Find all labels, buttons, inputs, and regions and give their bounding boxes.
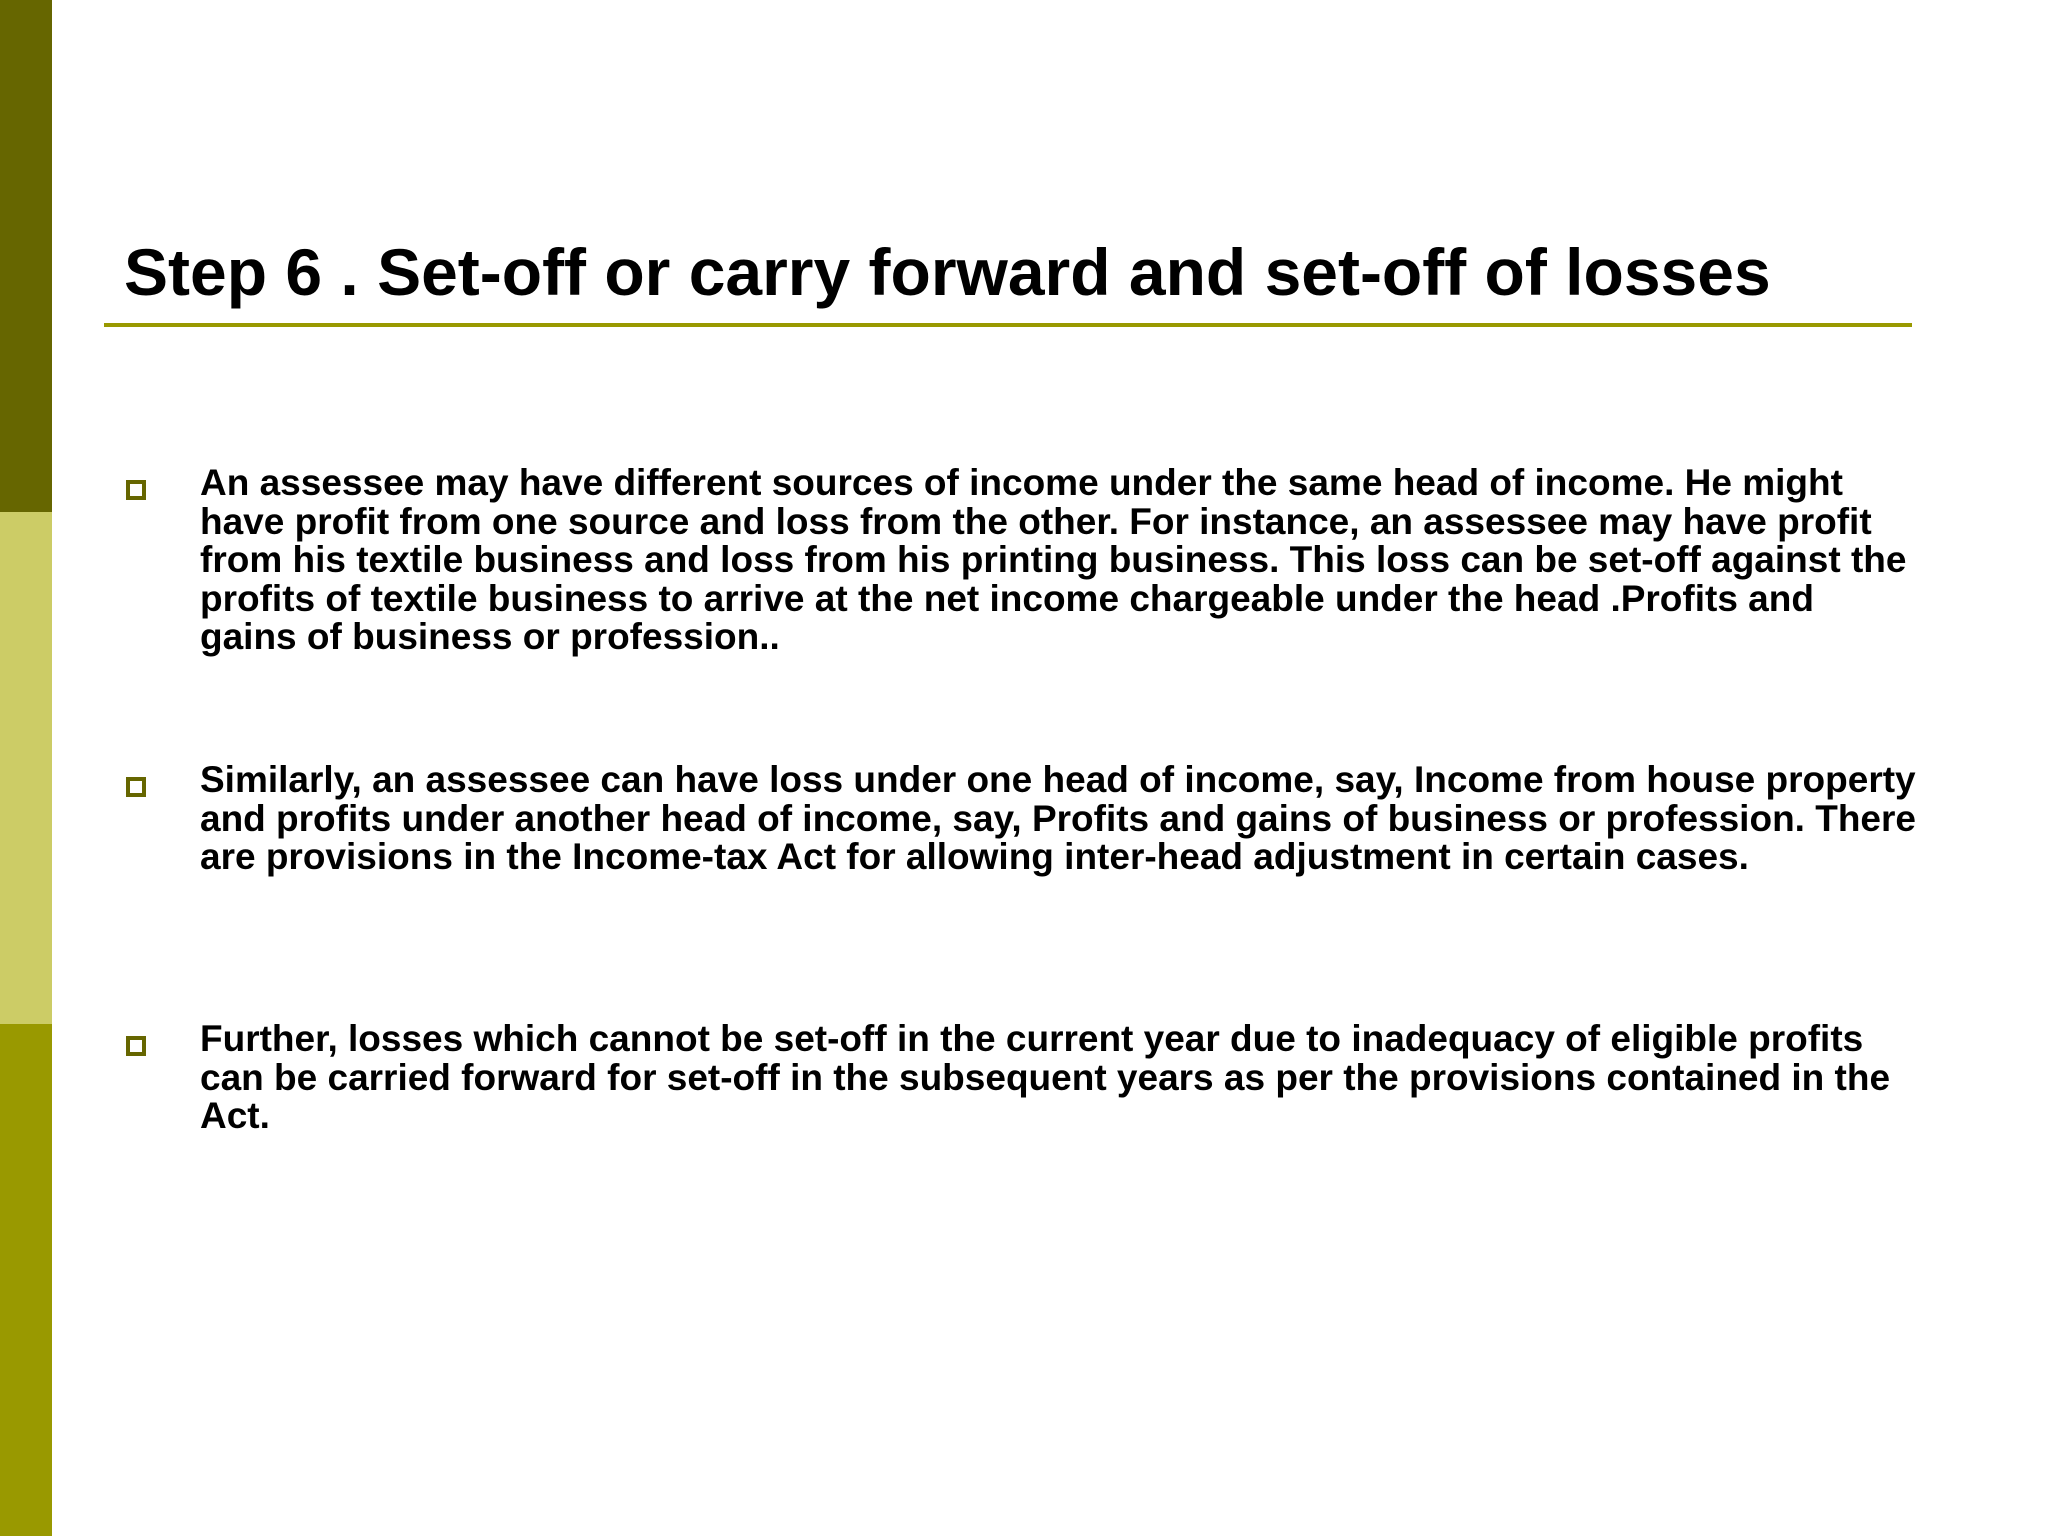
square-bullet-icon — [126, 777, 146, 797]
square-bullet-icon — [126, 480, 146, 500]
title-underline — [104, 323, 1912, 327]
sidebar-segment-top — [0, 0, 52, 512]
bullet-text: Similarly, an assessee can have loss under one head of income, say, Income from house property and profits under another head of income, say, Profits and gains of business or profession. There are provisions in the Income-tax Act for allowing inter-head adjustment in certain cases. — [200, 759, 1916, 877]
sidebar-segment-middle — [0, 512, 52, 1024]
bullet-text: An assessee may have different sources of income under the same head of income. He might have profit from one source and loss from the other. For instance, an assessee may have profit from his textile business and loss from his printing business. This loss can be set-off against the profits of textile business to arrive at the net income chargeable under the head .Profits and gains of business or profession.. — [200, 462, 1907, 657]
square-bullet-icon — [126, 1036, 146, 1056]
bullet-text: Further, losses which cannot be set-off in the current year due to inadequacy of eligible profits can be carried forward for set-off in the subsequent years as per the provisions contained in the Act. — [200, 1018, 1891, 1136]
sidebar-accent-bar — [0, 0, 52, 1536]
sidebar-segment-bottom — [0, 1024, 52, 1536]
slide-title: Step 6 . Set-off or carry forward and set-off of losses — [124, 235, 1771, 309]
